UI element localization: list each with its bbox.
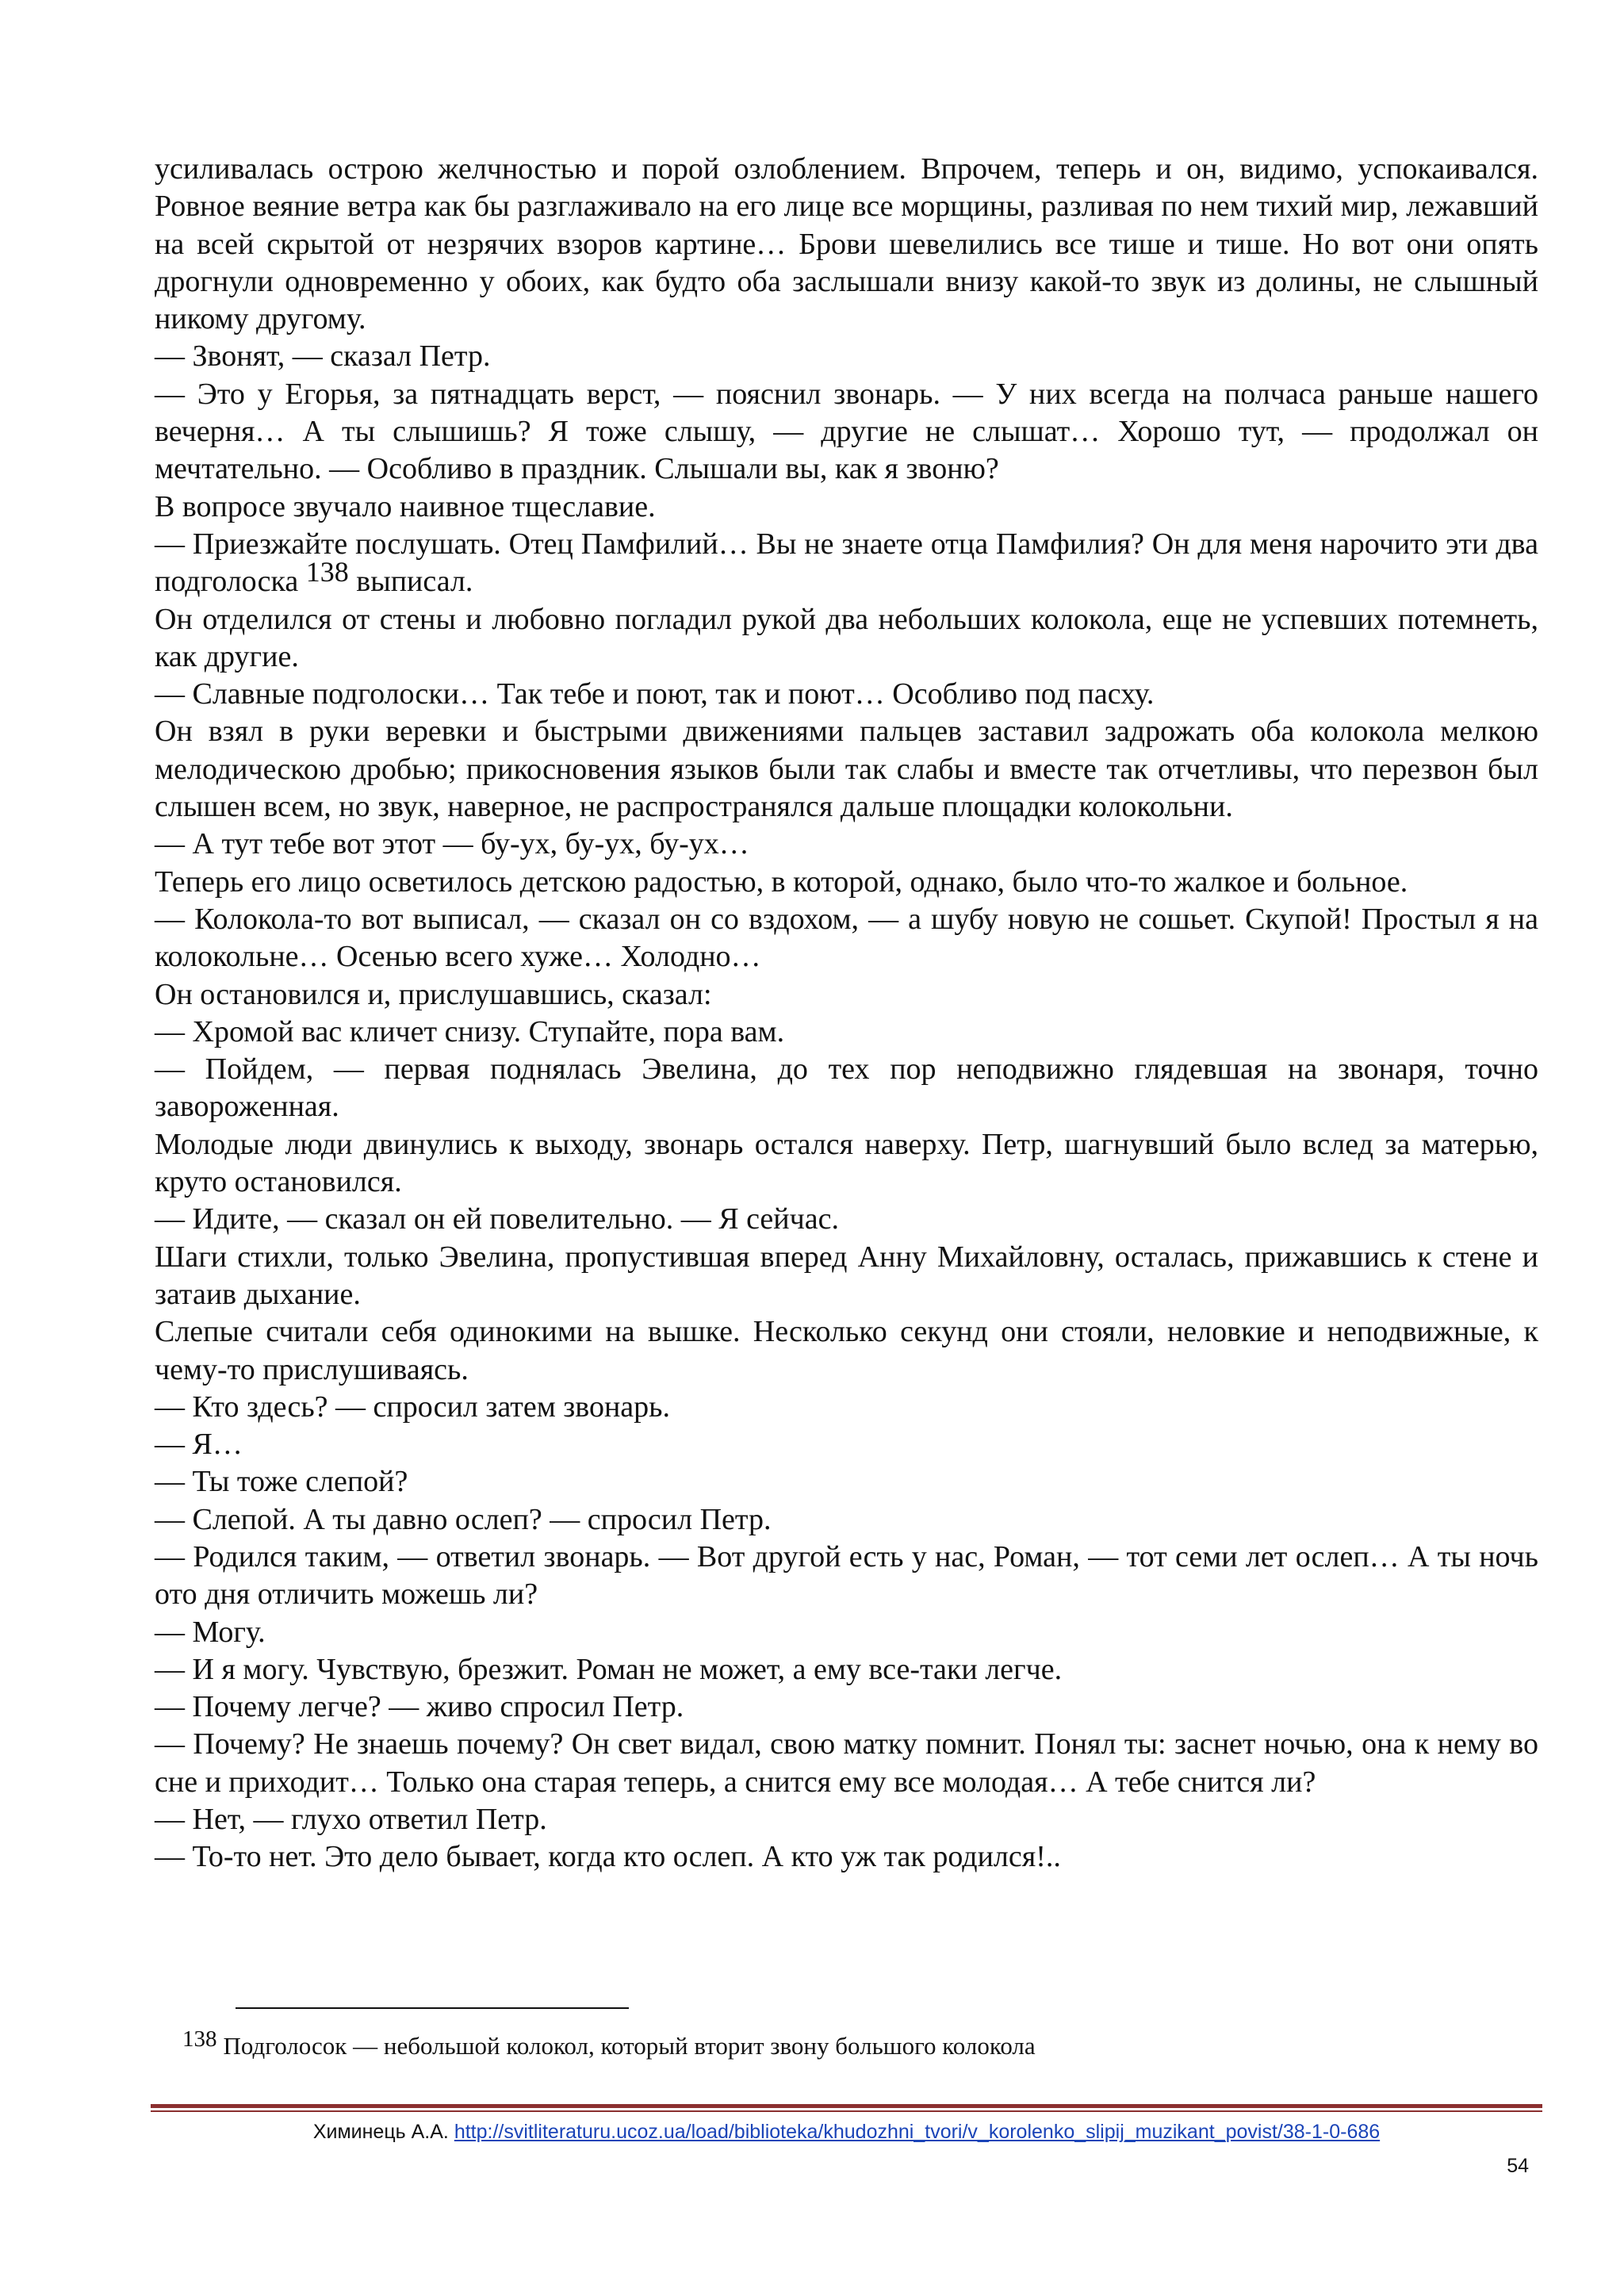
paragraph: — Славные подголоски… Так тебе и поют, так и поют… Особливо под пасху. xyxy=(155,677,1155,711)
footer-divider-thin xyxy=(151,2110,1542,2112)
paragraph: — А тут тебе вот этот — бу-ух, бу-ух, бу-ух… xyxy=(155,827,749,861)
paragraph: — То-то нет. Это дело бывает, когда кто ослеп. А кто уж так родился!.. xyxy=(155,1840,1061,1874)
footnote-separator xyxy=(236,2007,629,2009)
paragraph: В вопросе звучало наивное тщеславие. xyxy=(155,489,656,523)
paragraph-text-end: выписал. xyxy=(356,565,473,599)
footer xyxy=(151,2119,1542,2145)
paragraph: — Колокола-то вот выписал, — сказал он со вздохом, — а шубу новую не сошьет. Скупой! Простыл я на колокольне… Осенью всего хуже… Холодно… xyxy=(155,902,1538,974)
footnote xyxy=(182,2026,1530,2062)
footer-divider xyxy=(151,2104,1542,2108)
paragraph: — Я… xyxy=(155,1428,243,1462)
paragraph: — И я могу. Чувствую, брезжит. Роман не может, а ему все-таки легче. xyxy=(155,1652,1063,1686)
paragraph: Молодые люди двинулись к выходу, звонарь остался наверху. Петр, шагнувший было вслед за матерью, круто остановился. xyxy=(155,1127,1538,1199)
footer-author: Химинець А.А. xyxy=(312,2121,449,2143)
paragraph: — Идите, — сказал он ей повелительно. — Я сейчас. xyxy=(155,1202,839,1236)
footer-source-link[interactable]: http://svitliteraturu.ucoz.ua/load/biblioteka/khudozhni_tvori/v_korolenko_slipij_muzikant_povist/38-1-0-686 xyxy=(454,2121,1381,2143)
paragraph: Шаги стихли, только Эвелина, пропустившая вперед Анну Михайловну, осталась, прижавшись к стене и затаив дыхание. xyxy=(155,1240,1538,1311)
paragraph: — Хромой вас кличет снизу. Ступайте, пора вам. xyxy=(155,1014,785,1048)
paragraph: Теперь его лицо осветилось детскою радостью, в которой, однако, было что-то жалкое и больное. xyxy=(155,864,1408,899)
footnote-ref[interactable]: 138 xyxy=(305,556,349,588)
body-text xyxy=(155,151,1538,1876)
paragraph: Слепые считали себя одинокими на вышке. Несколько секунд они стояли, неловкие и неподвижные, к чему-то прислушиваясь. xyxy=(155,1315,1538,1386)
paragraph: — Ты тоже слепой? xyxy=(155,1465,408,1499)
paragraph: — Слепой. А ты давно ослеп? — спросил Петр. xyxy=(155,1502,772,1536)
paragraph: Он отделился от стены и любовно погладил рукой два небольших колокола, еще не успевших потемнеть, как другие. xyxy=(155,602,1538,673)
paragraph: — Кто здесь? — спросил затем звонарь. xyxy=(155,1389,670,1424)
paragraph: — Пойдем, — первая поднялась Эвелина, до тех пор неподвижно глядевшая на звонаря, точно завороженная. xyxy=(155,1052,1538,1124)
paragraph: усиливалась острою желчностью и порой озлоблением. Впрочем, теперь и он, видимо, успокаивался. Ровное веяние ветра как бы разглаживало на его лице все морщины, разливая по нем тихий мир, лежавший на всей скрытой от незрячих взоров картине… Брови шевелились все тише и тише. Но вот они опять дрогнули одновременно у обоих, как будто оба заслышали внизу какой-то звук из долины, не слышный никому другому. xyxy=(155,152,1538,336)
paragraph: — Почему легче? — живо спросил Петр. xyxy=(155,1690,684,1724)
paragraph-text: — Приезжайте послушать. Отец Памфилий… Вы не знаете отца Памфилия? Он для меня нарочито эти два подголоска xyxy=(155,527,1538,599)
paragraph: — Нет, — глухо ответил Петр. xyxy=(155,1803,547,1837)
paragraph-with-footnote xyxy=(155,526,1538,601)
paragraph: — Могу. xyxy=(155,1615,266,1649)
paragraph: — Это у Егорья, за пятнадцать верст, — пояснил звонарь. — У них всегда на полчаса раньше нашего вечерня… А ты слышишь? Я тоже слышу, — другие не слышат… Хорошо тут, — продолжал он мечтательно. — Особливо в праздник. Слышали вы, как я звоню? xyxy=(155,377,1538,486)
page-number: 54 xyxy=(1507,2155,1529,2177)
paragraph: Он остановился и, прислушавшись, сказал: xyxy=(155,977,712,1011)
paragraph: Он взял в руки веревки и быстрыми движениями пальцев заставил задрожать оба колокола мелкою мелодическою дробью; прикосновения языков были так слабы и вместе так отчетливы, что перезвон был слышен всем, но звук, наверное, не распространялся дальше площадки колокольни. xyxy=(155,715,1538,824)
paragraph: — Почему? Не знаешь почему? Он свет видал, свою матку помнит. Понял ты: заснет ночью, она к нему во сне и приходит… Только она старая теперь, а снится ему все молодая… А тебе снится ли? xyxy=(155,1727,1538,1799)
footnote-text: Подголосок — небольшой колокол, который вторит звону большого колокола xyxy=(223,2032,1036,2060)
footnote-number: 138 xyxy=(182,2026,217,2052)
paragraph: — Звонят, — сказал Петр. xyxy=(155,339,491,374)
paragraph: — Родился таким, — ответил звонарь. — Вот другой есть у нас, Роман, — тот семи лет ослеп… А ты ночь ото дня отличить можешь ли? xyxy=(155,1539,1538,1612)
